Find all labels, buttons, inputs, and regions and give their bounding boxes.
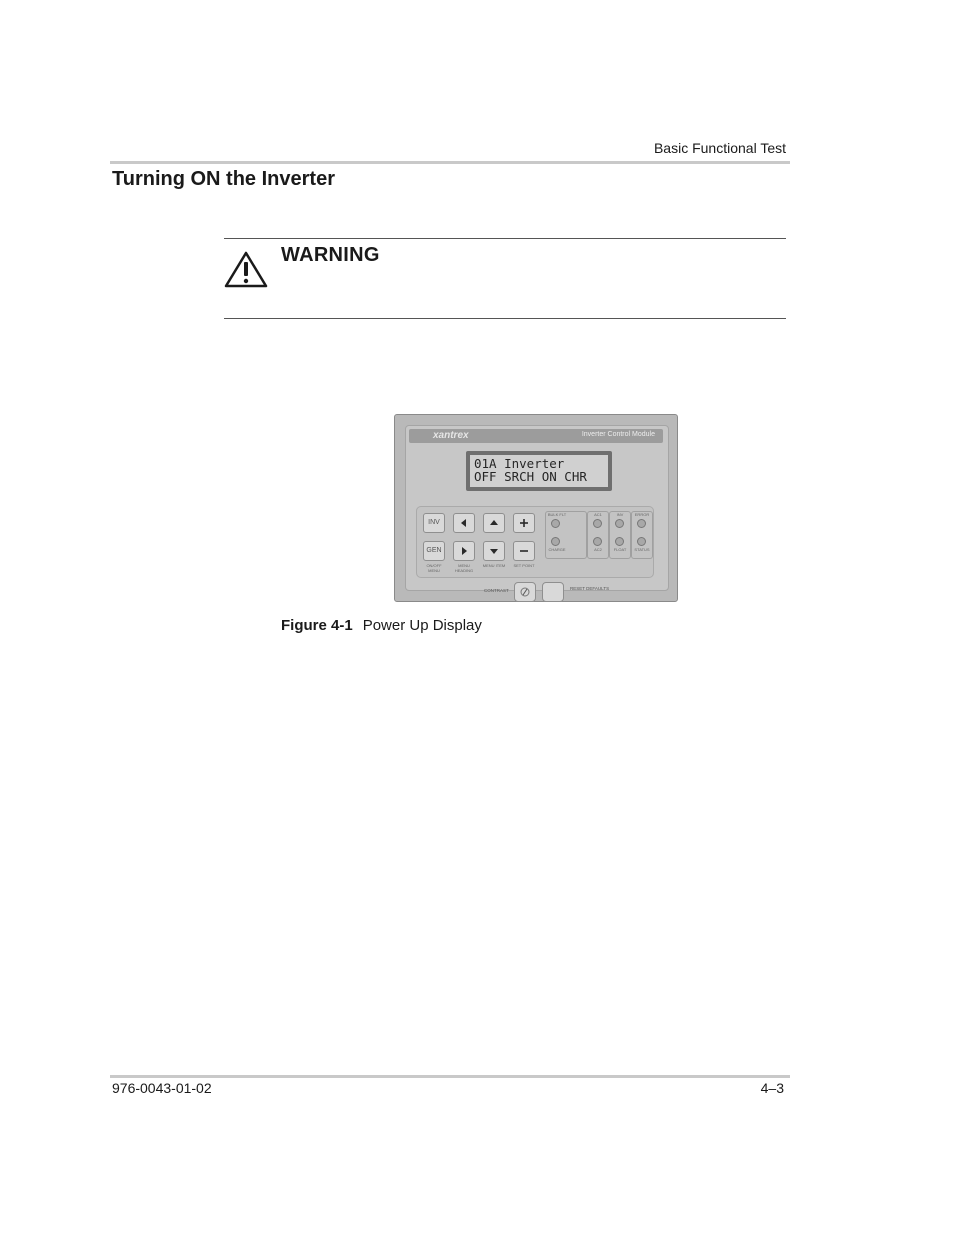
running-head: Basic Functional Test — [653, 140, 786, 156]
inverter-control-panel-image — [394, 414, 678, 602]
contrast-knob-icon — [520, 587, 530, 597]
warning-triangle-icon — [224, 250, 268, 288]
reset-defaults-label: RESET DEFAULTS — [570, 586, 610, 591]
lcd-display — [470, 455, 608, 487]
reset-defaults-key — [542, 582, 564, 602]
figure-caption-label: Figure 4-1 — [281, 617, 353, 634]
led-label-inv: INV — [616, 512, 624, 517]
minus-key — [513, 541, 535, 561]
plus-icon — [519, 518, 529, 528]
module-label: Inverter Control Module — [581, 431, 655, 438]
panel-face — [405, 425, 669, 591]
led-label-ac1: AC1 — [594, 512, 602, 517]
footer-rule — [110, 1075, 790, 1078]
up-arrow-icon — [489, 518, 499, 528]
led-ac2-indicator — [593, 537, 602, 546]
brand-bar — [409, 429, 663, 443]
left-arrow-key — [453, 513, 475, 533]
plus-key — [513, 513, 535, 533]
header-rule — [110, 161, 790, 164]
lcd-frame — [466, 451, 612, 491]
gen-key: GEN — [423, 541, 445, 561]
minus-icon — [519, 546, 529, 556]
down-arrow-icon — [489, 546, 499, 556]
led-float-indicator — [615, 537, 624, 546]
contrast-knob — [514, 582, 536, 602]
menu-heading-caption: MENU HEADING — [454, 563, 474, 573]
led-bulk-indicator — [551, 519, 560, 528]
inv-key: INV — [423, 513, 445, 533]
led-error-indicator — [637, 519, 646, 528]
onoff-caption: ON/OFF MENU — [426, 563, 442, 573]
left-arrow-icon — [459, 518, 469, 528]
menu-item-caption: MENU ITEM — [482, 563, 506, 568]
led-ac1-indicator — [593, 519, 602, 528]
section-title: Turning ON the Inverter — [112, 168, 335, 190]
document-number: 976-0043-01-02 — [112, 1080, 212, 1096]
page-number: 4–3 — [760, 1080, 784, 1096]
keypad — [416, 506, 654, 578]
lcd-line-2: OFF SRCH ON CHR — [474, 469, 587, 484]
led-label-ac2: AC2 — [594, 547, 602, 552]
led-label-float: FLOAT — [613, 547, 627, 552]
brand-logo: xantrex — [433, 430, 469, 441]
set-point-caption: SET POINT — [513, 563, 535, 568]
led-label-bulk: BULK FLT — [547, 512, 567, 517]
contrast-label: CONTRAST — [484, 588, 509, 593]
warning-bottom-rule — [224, 318, 786, 319]
led-label-status: STATUS — [634, 547, 650, 552]
led-label-error: ERROR — [634, 512, 650, 517]
led-charge-indicator — [551, 537, 560, 546]
led-label-charge: CHARGE — [548, 547, 566, 552]
lcd-line-1: 01A Inverter — [474, 456, 565, 471]
led-inv-indicator — [615, 519, 624, 528]
up-arrow-key — [483, 513, 505, 533]
led-status-indicator — [637, 537, 646, 546]
figure-caption-text: Power Up Display — [362, 617, 482, 634]
warning-title: WARNING — [281, 244, 380, 266]
down-arrow-key — [483, 541, 505, 561]
right-arrow-key — [453, 541, 475, 561]
warning-top-rule — [224, 238, 786, 239]
right-arrow-icon — [459, 546, 469, 556]
figure-caption — [281, 617, 482, 634]
